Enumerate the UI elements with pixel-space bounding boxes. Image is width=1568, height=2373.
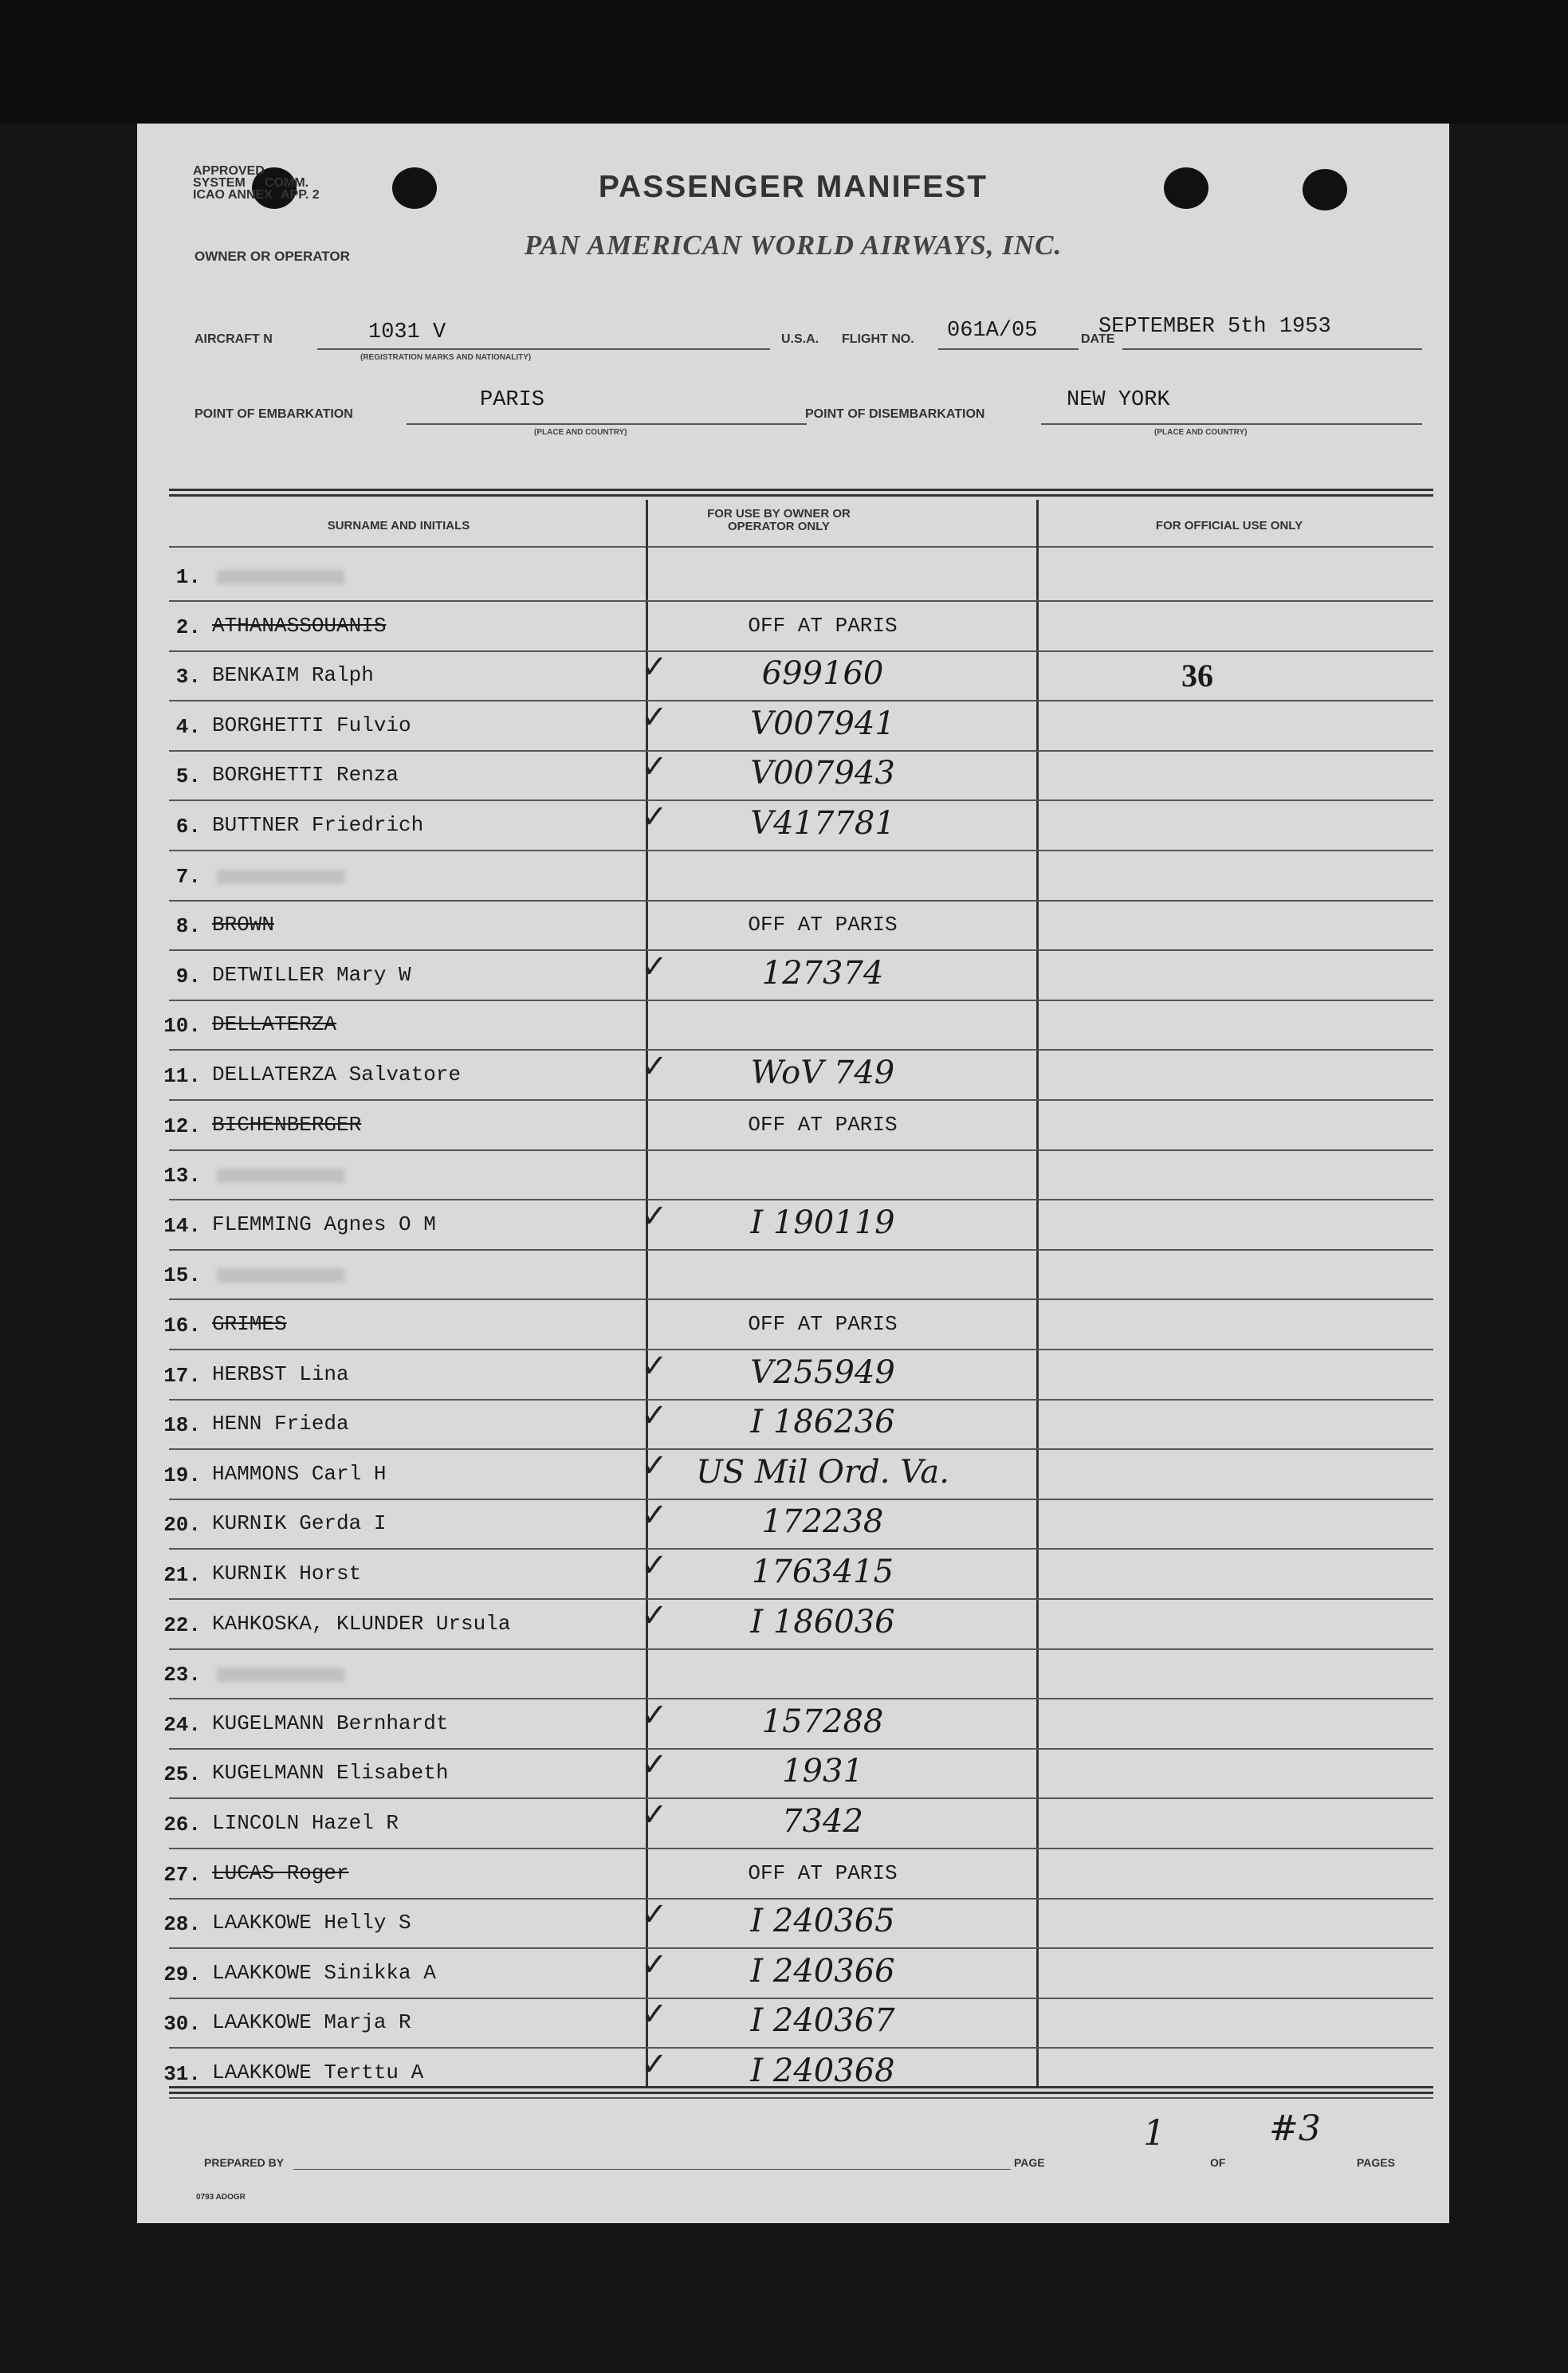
row-number: 5. — [175, 764, 201, 788]
approval-line: APPROVED — [193, 164, 265, 178]
row-rule — [169, 2047, 1433, 2049]
flight-underline — [938, 348, 1079, 350]
aircraft-value: 1031 V — [368, 320, 446, 344]
row-rule — [169, 1598, 1433, 1600]
table-top-rule — [169, 489, 1433, 497]
row-rule — [169, 1998, 1433, 1999]
owner-use-entry: I 186036 — [750, 1604, 895, 1640]
passenger-name: KUGELMANN Elisabeth — [212, 1761, 449, 1785]
passenger-name: BORGHETTI Fulvio — [212, 713, 411, 737]
official-use-entry: 36 — [1181, 658, 1213, 693]
owner-use-entry: OFF AT PARIS — [748, 1113, 898, 1137]
table-row — [137, 1153, 1449, 1202]
redacted-entry — [217, 570, 344, 584]
row-number: 18. — [163, 1413, 201, 1437]
check-mark-icon: ✓ — [641, 649, 668, 686]
owner-use-entry: V255949 — [750, 1354, 895, 1391]
owner-use-entry: OFF AT PARIS — [748, 1312, 898, 1336]
disembarkation-value: NEW YORK — [1067, 388, 1170, 412]
col-header-surname: SURNAME AND INITIALS — [327, 519, 470, 532]
row-rule — [169, 1399, 1433, 1401]
flight-value: 061A/05 — [947, 319, 1038, 343]
table-row — [137, 949, 1449, 1003]
row-number: 12. — [163, 1114, 201, 1138]
check-mark-icon: ✓ — [641, 1996, 668, 2033]
table-row — [137, 1497, 1449, 1551]
check-mark-icon: ✓ — [641, 949, 668, 985]
col-header-official-use: FOR OFFICIAL USE ONLY — [1155, 519, 1303, 532]
table-row — [137, 1547, 1449, 1601]
date-label: DATE — [1081, 332, 1115, 346]
row-rule — [169, 1149, 1433, 1151]
row-number: 27. — [163, 1863, 201, 1887]
passenger-name: LAAKKOWE Marja R — [212, 2010, 411, 2034]
passenger-name: BICHENBERGER — [212, 1113, 362, 1137]
row-rule — [169, 1349, 1433, 1350]
check-mark-icon: ✓ — [641, 1448, 668, 1484]
table-row — [137, 854, 1449, 903]
row-rule — [169, 1298, 1433, 1300]
row-rule — [169, 1548, 1433, 1550]
passenger-name: BROWN — [212, 913, 275, 937]
row-number: 25. — [163, 1762, 201, 1786]
row-number: 26. — [163, 1813, 201, 1837]
scanner-border — [0, 0, 1568, 124]
row-number: 31. — [163, 2062, 201, 2086]
redacted-entry — [217, 1668, 344, 1682]
row-number: 29. — [163, 1962, 201, 1986]
row-number: 15. — [163, 1263, 201, 1287]
table-row — [137, 1302, 1449, 1352]
passenger-name: BUTTNER Friedrich — [212, 813, 424, 837]
owner-use-entry: I 240365 — [750, 1903, 895, 1939]
row-rule — [169, 700, 1433, 701]
passenger-name: LAAKKOWE Sinikka A — [212, 1961, 436, 1985]
redacted-entry — [217, 870, 344, 884]
row-number: 7. — [175, 865, 201, 889]
row-rule — [169, 1648, 1433, 1650]
header-rule — [169, 546, 1433, 548]
usa-label: U.S.A. — [781, 332, 819, 346]
row-number: 14. — [163, 1214, 201, 1238]
table-row — [137, 1652, 1449, 1701]
total-pages: #3 — [1269, 2108, 1321, 2149]
col-header-owner-use: FOR USE BY OWNER OR OPERATOR ONLY — [707, 507, 851, 533]
owner-use-entry: 127374 — [761, 955, 884, 992]
table-row — [137, 554, 1449, 603]
embarkation-place-note: (PLACE AND COUNTRY) — [534, 428, 627, 437]
aircraft-label: AIRCRAFT N — [195, 332, 273, 346]
owner-use-entry: WoV 749 — [750, 1055, 895, 1091]
check-mark-icon: ✓ — [641, 1397, 668, 1434]
row-number: 17. — [163, 1364, 201, 1388]
aircraft-underline — [317, 348, 770, 350]
owner-use-entry: 7342 — [782, 1803, 863, 1840]
row-rule — [169, 900, 1433, 902]
row-number: 24. — [163, 1713, 201, 1737]
passenger-name: BORGHETTI Renza — [212, 763, 399, 787]
table-row — [137, 1797, 1449, 1851]
table-row — [137, 1348, 1449, 1402]
row-rule — [169, 1249, 1433, 1251]
row-rule — [169, 1748, 1433, 1750]
passenger-name: HAMMONS Carl H — [212, 1462, 387, 1486]
owner-use-entry: I 240366 — [750, 1953, 895, 1990]
row-rule — [169, 750, 1433, 752]
check-mark-icon: ✓ — [641, 1048, 668, 1085]
date-value: SEPTEMBER 5th 1953 — [1098, 315, 1331, 339]
approval-line: SYSTEM — [193, 176, 246, 190]
passenger-name: LAAKKOWE Helly S — [212, 1911, 411, 1935]
row-rule — [169, 1797, 1433, 1799]
table-row — [137, 1697, 1449, 1751]
check-mark-icon: ✓ — [641, 1746, 668, 1783]
owner-use-entry: OFF AT PARIS — [748, 614, 898, 638]
passenger-name: LUCAS Roger — [212, 1861, 349, 1885]
row-rule — [169, 600, 1433, 602]
passenger-name: GRIMES — [212, 1312, 287, 1336]
table-row — [137, 1103, 1449, 1153]
pages-label: PAGES — [1357, 2156, 1395, 2169]
row-number: 20. — [163, 1513, 201, 1537]
row-number: 4. — [175, 715, 201, 739]
passenger-name: KURNIK Horst — [212, 1562, 362, 1585]
table-row — [137, 1448, 1449, 1502]
row-number: 8. — [175, 914, 201, 938]
check-mark-icon: ✓ — [641, 1348, 668, 1385]
page-number: 1 — [1143, 2113, 1165, 2154]
row-rule — [169, 1199, 1433, 1200]
owner-use-entry: 172238 — [761, 1503, 884, 1540]
row-rule — [169, 1848, 1433, 1849]
table-row — [137, 1896, 1449, 1951]
row-number: 11. — [163, 1064, 201, 1088]
check-mark-icon: ✓ — [641, 799, 668, 835]
owner-operator-label: OWNER OR OPERATOR — [195, 249, 350, 264]
check-mark-icon: ✓ — [641, 1697, 668, 1734]
table-row — [137, 1048, 1449, 1102]
table-bottom-rule — [169, 2086, 1433, 2094]
table-row — [137, 1746, 1449, 1801]
of-label: OF — [1210, 2156, 1226, 2169]
owner-use-entry: 1763415 — [751, 1554, 894, 1590]
embarkation-label: POINT OF EMBARKATION — [195, 407, 353, 421]
table-row — [137, 1252, 1449, 1302]
table-row — [137, 1397, 1449, 1452]
table-row — [137, 1198, 1449, 1252]
table-row — [137, 699, 1449, 753]
check-mark-icon: ✓ — [641, 1896, 668, 1933]
owner-use-entry: V007943 — [750, 755, 895, 792]
check-mark-icon: ✓ — [641, 699, 668, 736]
owner-use-entry: OFF AT PARIS — [748, 913, 898, 937]
manifest-page — [137, 124, 1449, 2223]
page-title: PASSENGER MANIFEST — [598, 170, 988, 204]
passenger-name: DELLATERZA Salvatore — [212, 1063, 462, 1086]
row-number: 30. — [163, 2012, 201, 2036]
table-row — [137, 1852, 1449, 1901]
row-number: 1. — [175, 565, 201, 589]
embarkation-value: PARIS — [480, 388, 545, 412]
row-number: 23. — [163, 1663, 201, 1687]
row-rule — [169, 1049, 1433, 1051]
row-rule — [169, 2097, 1433, 2099]
check-mark-icon: ✓ — [641, 1547, 668, 1584]
row-rule — [169, 1898, 1433, 1900]
passenger-name: BENKAIM Ralph — [212, 663, 374, 687]
table-row — [137, 1996, 1449, 2050]
form-code: 0793 ADOGR — [196, 2193, 246, 2202]
table-row — [137, 1003, 1449, 1052]
passenger-name: KAHKOSKA, KLUNDER Ursula — [212, 1612, 511, 1636]
row-rule — [169, 1947, 1433, 1949]
row-rule — [169, 1698, 1433, 1699]
row-number: 16. — [163, 1314, 201, 1338]
owner-use-entry: 1931 — [782, 1753, 863, 1790]
row-rule — [169, 949, 1433, 951]
check-mark-icon: ✓ — [641, 1597, 668, 1634]
flight-label: FLIGHT NO. — [842, 332, 914, 346]
row-number: 2. — [175, 615, 201, 639]
table-row — [137, 649, 1449, 703]
passenger-name: HERBST Lina — [212, 1362, 349, 1386]
passenger-name: KUGELMANN Bernhardt — [212, 1711, 449, 1735]
row-rule — [169, 1448, 1433, 1450]
table-row — [137, 799, 1449, 853]
row-rule — [169, 650, 1433, 652]
row-number: 10. — [163, 1014, 201, 1038]
row-number: 28. — [163, 1912, 201, 1936]
row-number: 9. — [175, 965, 201, 988]
owner-use-entry: V417781 — [750, 805, 895, 842]
check-mark-icon: ✓ — [641, 1947, 668, 1983]
passenger-name: LINCOLN Hazel R — [212, 1811, 399, 1835]
prepared-by-label: PREPARED BY — [204, 2156, 285, 2169]
row-rule — [169, 1000, 1433, 1001]
approval-line: COMM. — [265, 176, 309, 190]
table-row — [137, 604, 1449, 654]
owner-use-entry: US Mil Ord. Va. — [696, 1454, 949, 1491]
row-rule — [169, 1499, 1433, 1500]
row-rule — [169, 1099, 1433, 1101]
passenger-name: ATHANASSOUANIS — [212, 614, 387, 638]
date-underline — [1122, 348, 1422, 350]
prepared-by-underline — [293, 2169, 1011, 2170]
disembarkation-label: POINT OF DISEMBARKATION — [805, 407, 985, 421]
row-number: 13. — [163, 1164, 201, 1188]
table-row — [137, 1947, 1449, 2001]
owner-use-entry: I 240367 — [750, 2002, 895, 2039]
disembarkation-underline — [1041, 423, 1422, 425]
passenger-name: HENN Frieda — [212, 1412, 349, 1436]
page-label: PAGE — [1014, 2156, 1045, 2169]
registration-note: (REGISTRATION MARKS AND NATIONALITY) — [360, 353, 532, 362]
owner-use-entry: I 240368 — [750, 2053, 895, 2089]
passenger-name: DELLATERZA — [212, 1012, 337, 1036]
redacted-entry — [217, 1169, 344, 1183]
passenger-name: FLEMMING Agnes O M — [212, 1212, 436, 1236]
owner-use-entry: OFF AT PARIS — [748, 1861, 898, 1885]
owner-use-entry: V007941 — [750, 705, 895, 742]
owner-use-entry: 699160 — [761, 655, 884, 692]
approval-line: ICAO ANNEX — [193, 188, 273, 202]
redacted-entry — [217, 1268, 344, 1283]
approval-line: APP. 2 — [281, 188, 320, 202]
table-row — [137, 748, 1449, 803]
check-mark-icon: ✓ — [641, 2046, 668, 2083]
check-mark-icon: ✓ — [641, 1797, 668, 1833]
row-rule — [169, 800, 1433, 801]
check-mark-icon: ✓ — [641, 1497, 668, 1534]
passenger-name: LAAKKOWE Terttu A — [212, 2061, 424, 2084]
disembarkation-place-note: (PLACE AND COUNTRY) — [1154, 428, 1248, 437]
row-rule — [169, 850, 1433, 851]
check-mark-icon: ✓ — [641, 1198, 668, 1235]
row-number: 3. — [175, 665, 201, 689]
row-number: 22. — [163, 1613, 201, 1637]
check-mark-icon: ✓ — [641, 748, 668, 785]
passenger-name: DETWILLER Mary W — [212, 963, 411, 987]
passenger-name: KURNIK Gerda I — [212, 1511, 387, 1535]
owner-use-entry: I 186236 — [750, 1404, 895, 1440]
table-row — [137, 1597, 1449, 1652]
table-row — [137, 903, 1449, 953]
embarkation-underline — [407, 423, 807, 425]
airline-name: PAN AMERICAN WORLD AIRWAYS, INC. — [524, 230, 1063, 261]
owner-use-entry: 157288 — [761, 1703, 884, 1740]
row-number: 21. — [163, 1563, 201, 1587]
row-number: 6. — [175, 815, 201, 839]
row-number: 19. — [163, 1463, 201, 1487]
owner-use-entry: I 190119 — [750, 1204, 895, 1241]
